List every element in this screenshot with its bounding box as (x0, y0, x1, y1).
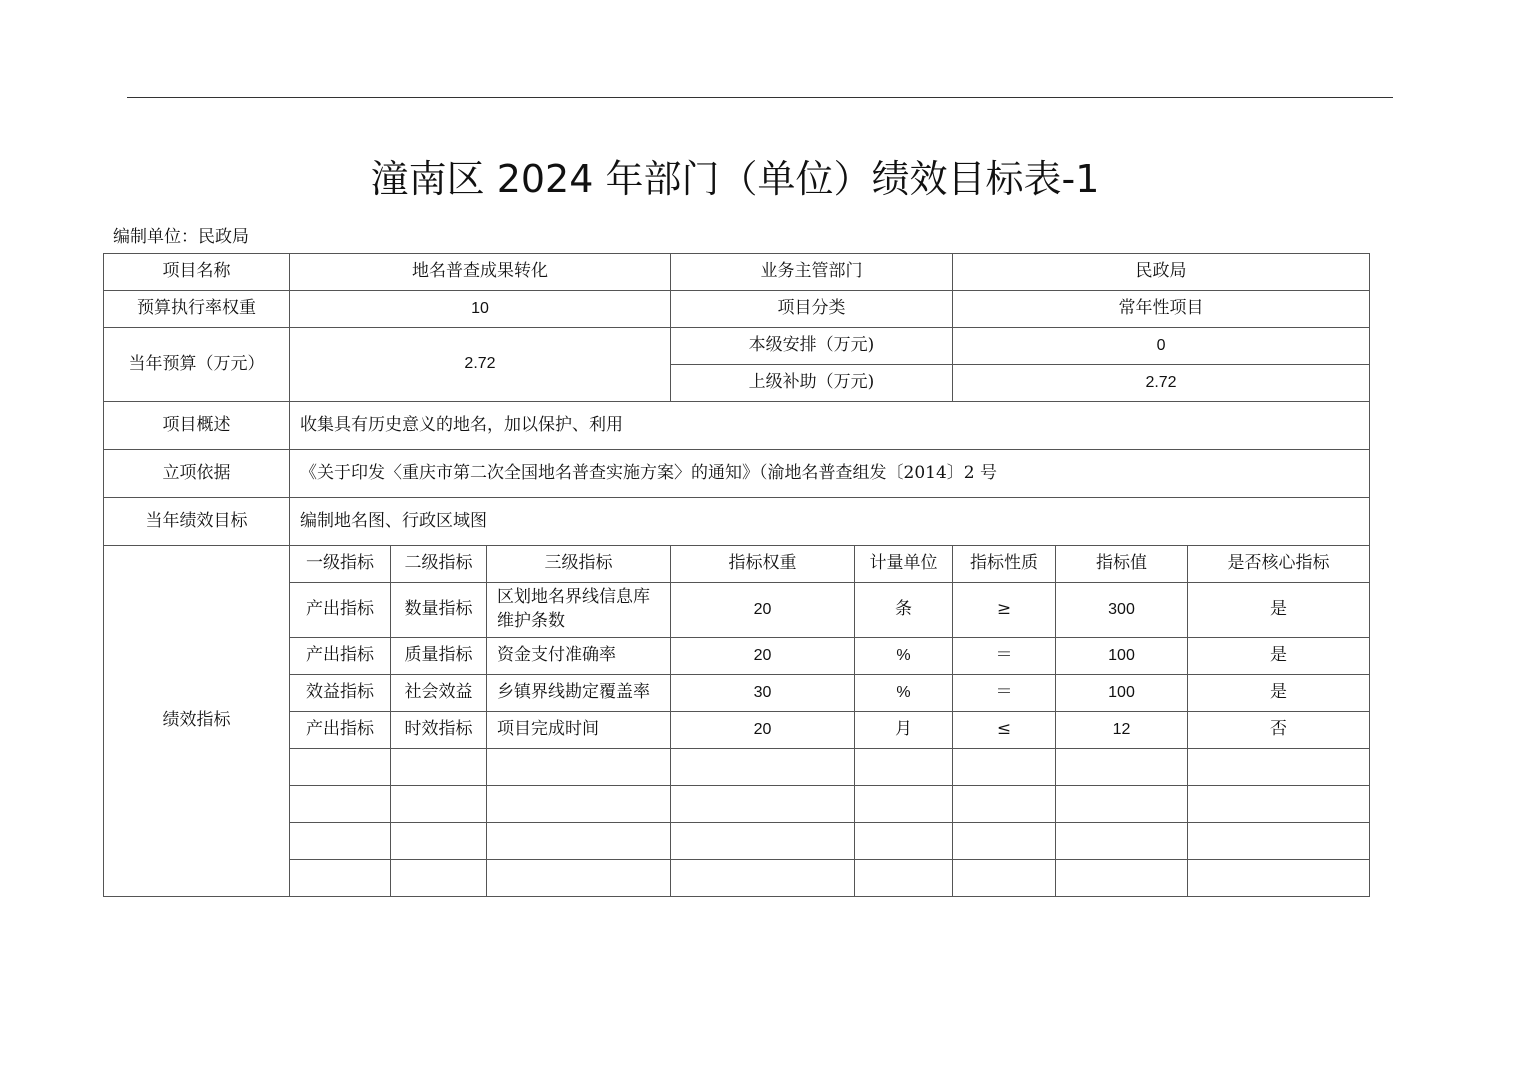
row-level1: 产出指标 (290, 712, 391, 749)
table-row (104, 583, 1370, 638)
empty-cell (487, 860, 671, 897)
row-level2: 时效指标 (391, 712, 487, 749)
empty-cell (671, 823, 855, 860)
upper-label: 上级补助（万元) (671, 365, 953, 402)
table-row (104, 712, 1370, 749)
goal-label: 当年绩效目标 (104, 498, 290, 546)
empty-cell (855, 823, 953, 860)
row-unit: % (855, 675, 953, 712)
row-level1: 效益指标 (290, 675, 391, 712)
empty-cell (1188, 786, 1370, 823)
empty-cell (391, 823, 487, 860)
empty-cell (290, 786, 391, 823)
project-name-value: 地名普查成果转化 (290, 254, 671, 291)
row-nature: ＝ (953, 675, 1056, 712)
header-level2: 二级指标 (391, 546, 487, 583)
header-level1: 一级指标 (290, 546, 391, 583)
empty-cell (855, 786, 953, 823)
empty-cell (855, 749, 953, 786)
header-core: 是否核心指标 (1188, 546, 1370, 583)
empty-cell (1056, 823, 1188, 860)
row-level3: 乡镇界线勘定覆盖率 (487, 675, 671, 712)
header-weight: 指标权重 (671, 546, 855, 583)
empty-row (104, 823, 1370, 860)
empty-row (104, 749, 1370, 786)
row-core: 是 (1188, 675, 1370, 712)
row-unit: % (855, 638, 953, 675)
empty-cell (290, 823, 391, 860)
weight-value: 10 (290, 291, 671, 328)
empty-cell (1056, 860, 1188, 897)
indicator-section-label: 绩效指标 (104, 546, 290, 897)
empty-cell (391, 786, 487, 823)
row-nature: ≤ (953, 712, 1056, 749)
goal-value: 编制地名图、行政区域图 (290, 498, 1370, 546)
empty-cell (953, 823, 1056, 860)
header-rule (127, 97, 1393, 98)
header-nature: 指标性质 (953, 546, 1056, 583)
row-level3: 资金支付准确率 (487, 638, 671, 675)
row-weight: 20 (671, 712, 855, 749)
upper-value: 2.72 (953, 365, 1370, 402)
row-overview (104, 402, 1370, 450)
category-label: 项目分类 (671, 291, 953, 328)
row-level2: 社会效益 (391, 675, 487, 712)
empty-cell (1056, 786, 1188, 823)
empty-cell (487, 786, 671, 823)
row-project-name (104, 254, 1370, 291)
budget-value: 2.72 (290, 328, 671, 402)
row-basis (104, 450, 1370, 498)
budget-label: 当年预算（万元） (104, 328, 290, 402)
row-level2: 数量指标 (391, 583, 487, 638)
empty-cell (1188, 860, 1370, 897)
row-nature: ＝ (953, 638, 1056, 675)
empty-cell (391, 749, 487, 786)
indicator-header-row (104, 546, 1370, 583)
dept-label: 业务主管部门 (671, 254, 953, 291)
overview-value: 收集具有历史意义的地名，加以保护、利用 (290, 402, 1370, 450)
row-value: 12 (1056, 712, 1188, 749)
row-value: 100 (1056, 675, 1188, 712)
category-value: 常年性项目 (953, 291, 1370, 328)
row-level2: 质量指标 (391, 638, 487, 675)
row-core: 否 (1188, 712, 1370, 749)
empty-cell (953, 860, 1056, 897)
empty-cell (953, 786, 1056, 823)
row-goal (104, 498, 1370, 546)
row-value: 300 (1056, 583, 1188, 638)
empty-row (104, 786, 1370, 823)
row-weight: 20 (671, 638, 855, 675)
header-level3: 三级指标 (487, 546, 671, 583)
basis-value: 《关于印发〈重庆市第二次全国地名普查实施方案〉的通知》（渝地名普查组发〔2014〕2 号 (290, 450, 1370, 498)
empty-cell (1188, 823, 1370, 860)
row-weight: 20 (671, 583, 855, 638)
empty-cell (855, 860, 953, 897)
row-level3: 区划地名界线信息库维护条数 (487, 583, 671, 638)
empty-cell (953, 749, 1056, 786)
table-row (104, 675, 1370, 712)
empty-row (104, 860, 1370, 897)
local-label: 本级安排（万元) (671, 328, 953, 365)
row-level1: 产出指标 (290, 638, 391, 675)
empty-cell (671, 749, 855, 786)
dept-value: 民政局 (953, 254, 1370, 291)
performance-table (103, 253, 1370, 897)
row-value: 100 (1056, 638, 1188, 675)
basis-label: 立项依据 (104, 450, 290, 498)
header-unit: 计量单位 (855, 546, 953, 583)
weight-label: 预算执行率权重 (104, 291, 290, 328)
empty-cell (671, 786, 855, 823)
empty-cell (1188, 749, 1370, 786)
row-budget-local (104, 328, 1370, 365)
empty-cell (671, 860, 855, 897)
row-nature: ≥ (953, 583, 1056, 638)
header-value: 指标值 (1056, 546, 1188, 583)
org-line: 编制单位：民政局 (113, 227, 249, 247)
empty-cell (290, 749, 391, 786)
row-level1: 产出指标 (290, 583, 391, 638)
row-weight: 30 (671, 675, 855, 712)
project-name-label: 项目名称 (104, 254, 290, 291)
empty-cell (487, 823, 671, 860)
empty-cell (290, 860, 391, 897)
empty-cell (487, 749, 671, 786)
page-title: 潼南区 2024 年部门（单位）绩效目标表-1 (370, 157, 1100, 201)
table-row (104, 638, 1370, 675)
row-unit: 月 (855, 712, 953, 749)
empty-cell (391, 860, 487, 897)
overview-label: 项目概述 (104, 402, 290, 450)
row-unit: 条 (855, 583, 953, 638)
local-value: 0 (953, 328, 1370, 365)
row-weight (104, 291, 1370, 328)
row-level3: 项目完成时间 (487, 712, 671, 749)
row-core: 是 (1188, 583, 1370, 638)
row-core: 是 (1188, 638, 1370, 675)
empty-cell (1056, 749, 1188, 786)
